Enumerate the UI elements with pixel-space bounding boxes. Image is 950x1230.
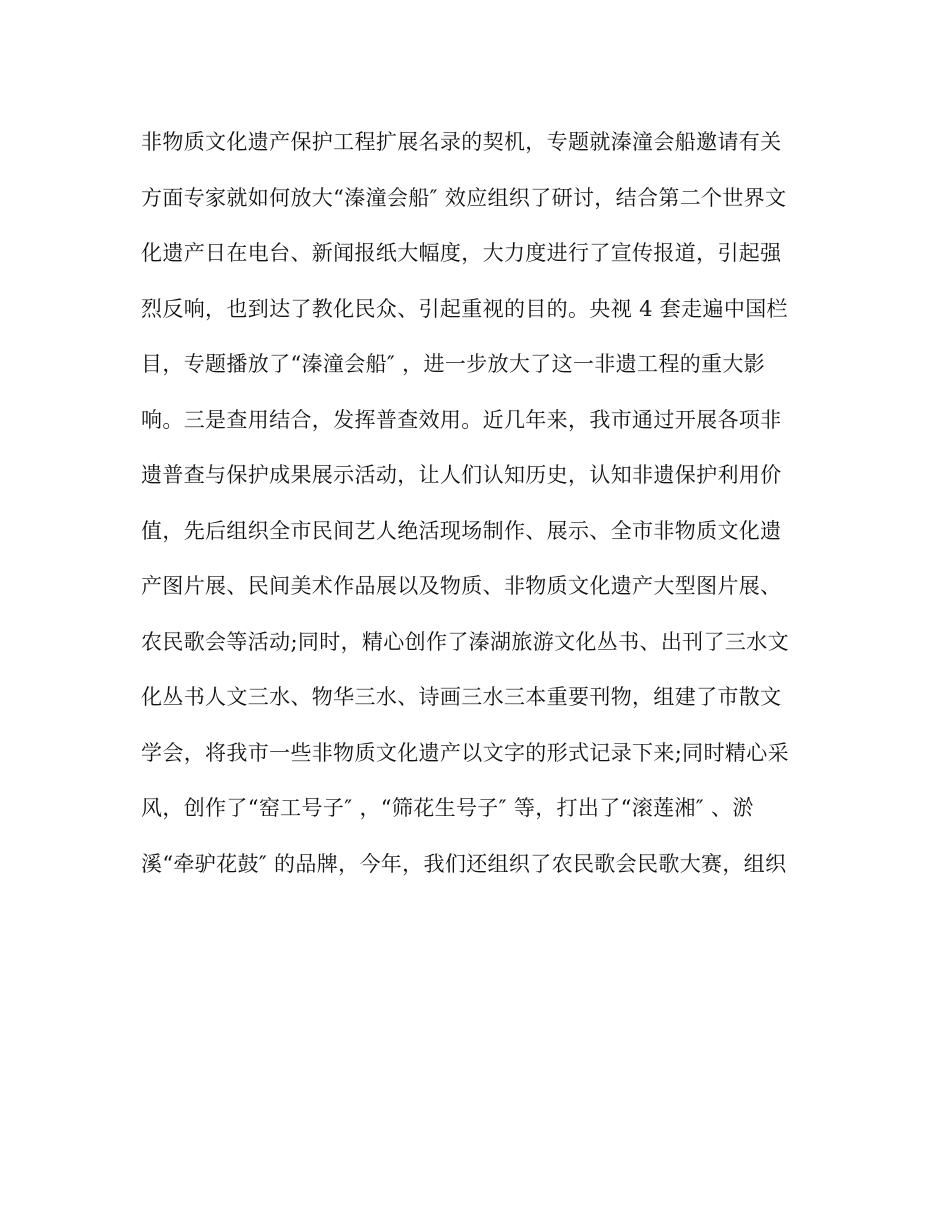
text-line: 非物质文化遗产保护工程扩展名录的契机，专题就溱潼会船邀请有关 <box>141 130 782 154</box>
text-line: 学会，将我市一些非物质文化遗产以文字的形式记录下来;同时精心采 <box>141 740 789 765</box>
text-line: 溪“牵驴花鼓″ 的品牌，今年，我们还组织了农民歌会民歌大赛，组织 <box>141 851 787 876</box>
text-line: 化丛书人文三水、物华三水、诗画三水三本重要刊物，组建了市散文 <box>141 685 782 709</box>
text-line: 农民歌会等活动;同时，精心创作了溱湖旅游文化丛书、出刊了三水文 <box>141 629 789 654</box>
text-line: 方面专家就如何放大“溱潼会船″ 效应组织了研讨，结合第二个世界文 <box>141 185 787 210</box>
text-line: 化遗产日在电台、新闻报纸大幅度，大力度进行了宣传报道，引起强 <box>141 241 782 265</box>
text-line: 目，专题播放了“溱潼会船″ ，进一步放大了这一非遗工程的重大影 <box>141 352 766 376</box>
text-line: 值，先后组织全市民间艺人绝活现场制作、展示、全市非物质文化遗 <box>141 518 782 543</box>
text-line: 响。三是查用结合，发挥普查效用。近几年来，我市通过开展各项非 <box>141 407 782 432</box>
text-line: 产图片展、民间美术作品展以及物质、非物质文化遗产大型图片展、 <box>141 574 782 598</box>
text-line: 烈反响，也到达了教化民众、引起重视的目的。央视 4 套走遍中国栏 <box>141 296 788 321</box>
text-line: 遗普查与保护成果展示活动，让人们认知历史，认知非遗保护利用价 <box>141 463 782 487</box>
text-line: 风，创作了“窑工号子″ ，“筛花生号子″ 等，打出了“滚莲湘″ 、淤 <box>141 796 754 820</box>
body-text <box>141 120 811 897</box>
